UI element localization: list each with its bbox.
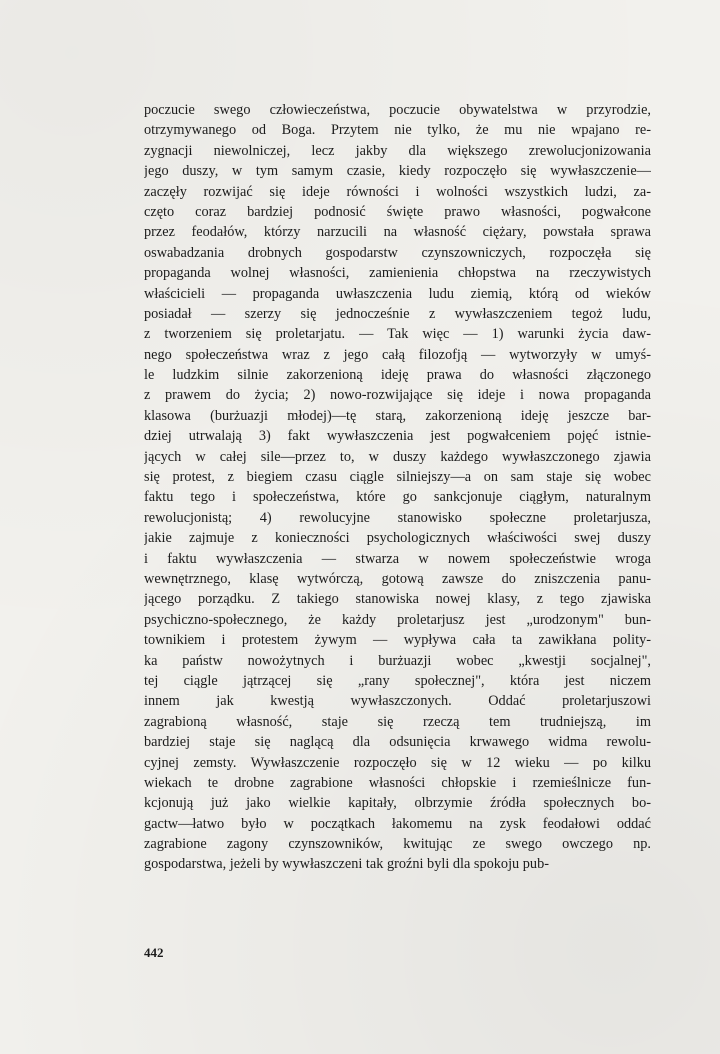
text-line: z prawem do życia; 2) nowo-rozwijające się ideje i nowa propaganda xyxy=(144,387,651,404)
text-line: otrzymywanego od Boga. Przytem nie tylko, że mu nie wpajano re- xyxy=(144,122,651,139)
page-number: 442 xyxy=(144,945,164,960)
text-line: zagrabione zagony czynszowników, kwitując ze swego owczego np. xyxy=(144,836,651,853)
text-line: gospodarstwa, jeżeli by wywłaszczeni tak groźni byli dla spokoju pub- xyxy=(144,856,549,873)
text-line: nego społeczeństwa wraz z jego całą filozofją — wytworzyły w umyś- xyxy=(144,346,651,363)
text-line: bardziej staje się naglącą dla odsunięcia krwawego widma rewolu- xyxy=(144,734,651,751)
text-line: zaczęły rozwijać się ideje równości i wolności wszystkich ludzi, za- xyxy=(144,183,651,200)
text-line: propaganda wolnej własności, zamienienia chłopstwa na rzeczywistych xyxy=(144,265,651,282)
text-line: jakie zajmuje z konieczności psychologicznych właściwości swej duszy xyxy=(144,530,651,547)
text-line: jących w całej sile—przez to, w duszy każdego wywłaszczonego zjawia xyxy=(144,448,651,465)
text-line: wewnętrznego, klasę wytwórczą, gotową zawsze do zniszczenia panu- xyxy=(144,570,651,587)
text-line: jącego porządku. Z takiego stanowiska nowej klasy, z tego zjawiska xyxy=(144,591,651,608)
text-line: przez feodałów, którzy narzucili na własność ciężary, powstała sprawa xyxy=(144,224,651,241)
text-line: wiekach te drobne zagrabione własności chłopskie i rzemieślnicze fun- xyxy=(144,774,651,791)
text-line: się protest, z biegiem czasu ciągle silniejszy—a on sam staje się wobec xyxy=(144,469,651,486)
text-line: zygnacji niewolniczej, lecz jakby dla większego zrewolucjonizowania xyxy=(144,142,651,159)
text-line: zagrabioną własność, staje się rzeczą tem trudniejszą, im xyxy=(144,713,651,730)
text-line: częto coraz bardziej podnosić święte prawo własności, pogwałcone xyxy=(144,203,651,220)
text-line: le ludzkim silnie zakorzenioną ideję prawa do własności złączonego xyxy=(144,367,651,384)
text-line: właścicieli — propaganda uwłaszczenia ludu ziemią, którą od wieków xyxy=(144,285,651,302)
text-line: klasowa (burżuazji młodej)—tę starą, zakorzenioną ideję jeszcze bar- xyxy=(144,407,651,424)
text-line: poczucie swego człowieczeństwa, poczucie obywatelstwa w przyrodzie, xyxy=(144,102,651,118)
text-line: faktu tego i społeczeństwa, które go sankcjonuje ciągłym, naturalnym xyxy=(144,489,651,506)
body-text xyxy=(144,100,651,875)
text-line: townikiem i protestem żywym — wypływa cała ta zawikłana polity- xyxy=(144,632,651,649)
text-line: dziej utrwalają 3) fakt wywłaszczenia jest pogwałceniem pojęć istnie- xyxy=(144,428,651,445)
text-line: kcjonują już jako wielkie kapitały, olbrzymie źródła społecznych bo- xyxy=(144,795,651,812)
text-line: innem jak kwestją wywłaszczonych. Oddać proletarjuszowi xyxy=(144,693,651,710)
text-line: cyjnej zemsty. Wywłaszczenie rozpoczęło się w 12 wieku — po kilku xyxy=(144,754,651,771)
text-line: oswabadzania drobnych gospodarstw czynszowniczych, rozpoczęła się xyxy=(144,244,651,261)
text-line: z tworzeniem się proletarjatu. — Tak więc — 1) warunki życia daw- xyxy=(144,326,651,343)
text-line: gactw—łatwo było w początkach łakomemu na zysk feodałowi oddać xyxy=(144,815,651,832)
text-line: posiadał — szerzy się jednocześnie z wywłaszczeniem tegoż ludu, xyxy=(144,305,651,322)
text-line: i faktu wywłaszczenia — stwarza w nowem społeczeństwie wroga xyxy=(144,550,651,567)
text-line: rewolucjonistą; 4) rewolucyjne stanowisko społeczne proletarjusza, xyxy=(144,509,651,526)
text-line: ka państw nowożytnych i burżuazji wobec „kwestji socjalnej", xyxy=(144,652,651,669)
text-line: tej ciągle jątrzącej się „rany społecznej", która jest niczem xyxy=(144,672,651,689)
text-line: psychiczno-społecznego, że każdy proletarjusz jest „urodzonym" bun- xyxy=(144,611,651,628)
text-line: jego duszy, w tym samym czasie, kiedy rozpoczęło się wywłaszczenie— xyxy=(144,163,651,180)
